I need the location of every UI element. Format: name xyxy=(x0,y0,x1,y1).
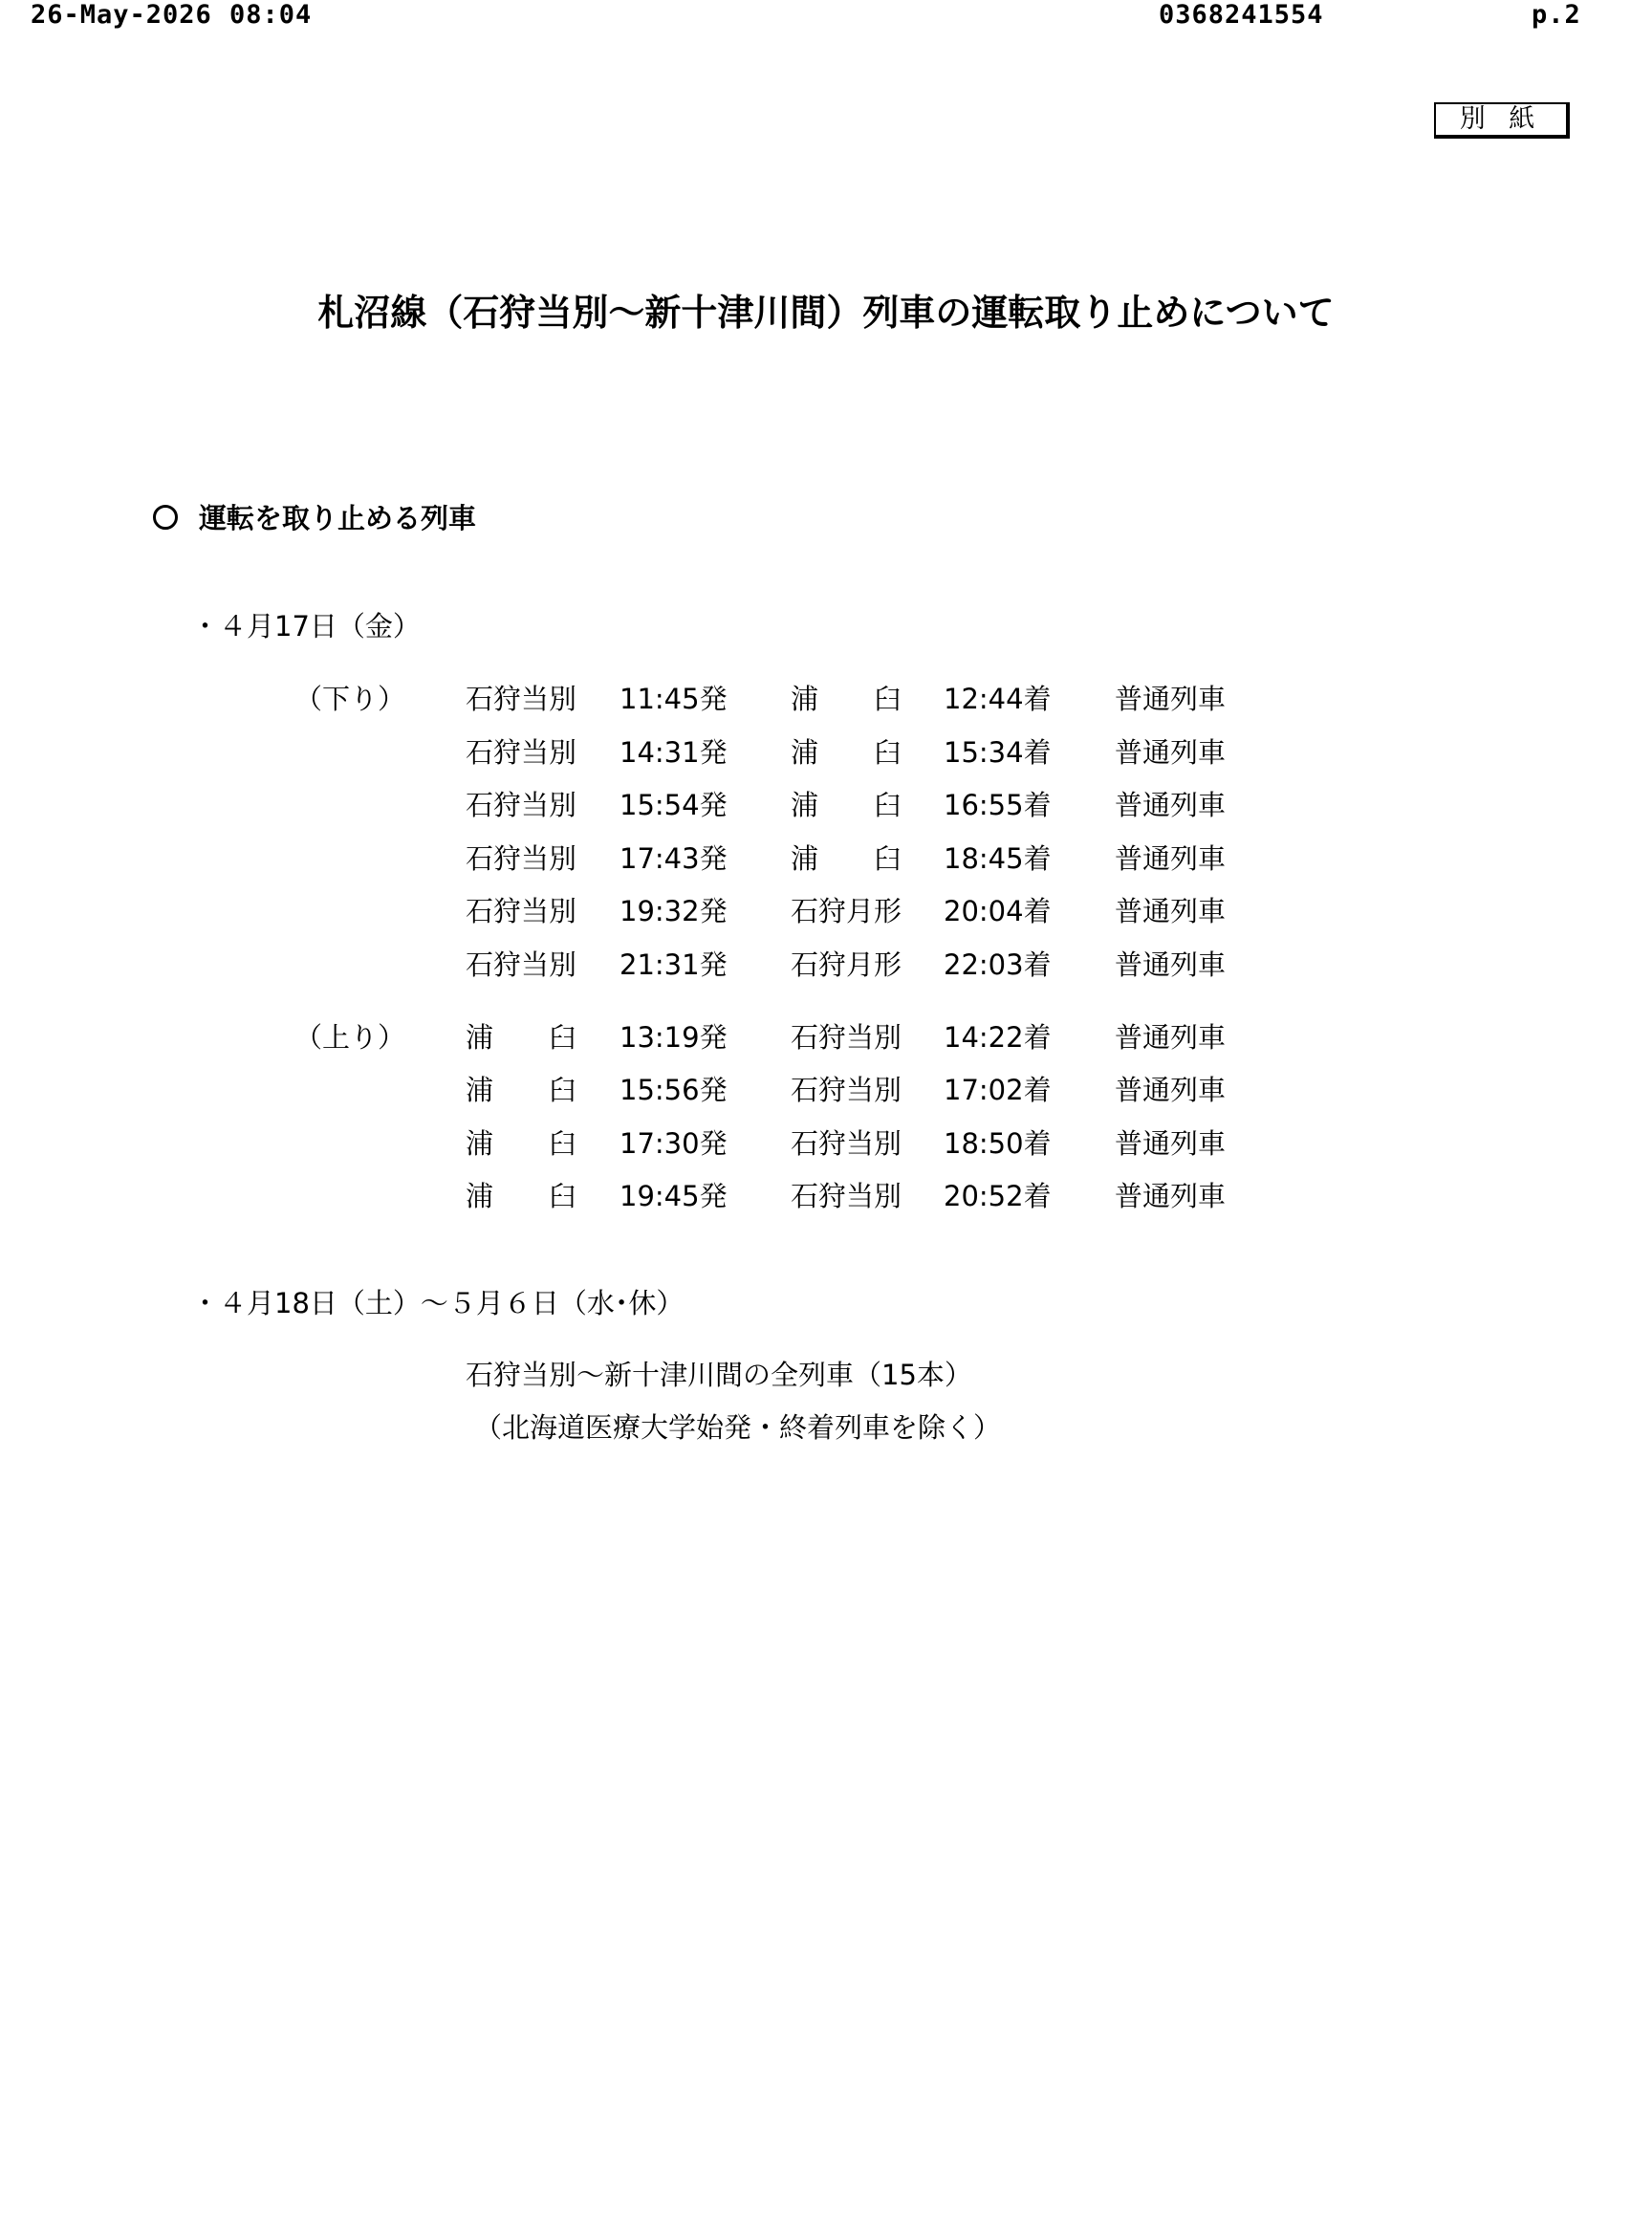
arrival-station: 浦 臼 xyxy=(791,683,902,715)
arrival-station: 石狩当別 xyxy=(791,1021,902,1054)
train-type: 普通列車 xyxy=(1115,736,1227,769)
arrival-time: 20:04着 xyxy=(944,895,1052,927)
train-type: 普通列車 xyxy=(1115,948,1227,981)
departure-station: 浦 臼 xyxy=(466,1127,577,1160)
fax-time: 08:04 xyxy=(229,0,313,30)
timetable-row xyxy=(0,944,1652,982)
departure-time: 15:56発 xyxy=(620,1074,728,1106)
section-heading-text: 運転を取り止める列車 xyxy=(199,502,477,534)
date-line-1: ・４月17日（金） xyxy=(191,610,421,643)
timetable-row xyxy=(0,784,1652,822)
departure-station: 石狩当別 xyxy=(466,948,577,981)
timetable-row xyxy=(0,678,1652,716)
arrival-time: 22:03着 xyxy=(944,948,1052,981)
page-title: 札沼線（石狩当別～新十津川間）列車の運転取り止めについて xyxy=(317,292,1335,334)
arrival-time: 20:52着 xyxy=(944,1180,1052,1212)
arrival-time: 17:02着 xyxy=(944,1074,1052,1106)
departure-time: 13:19発 xyxy=(620,1021,728,1054)
timetable-row xyxy=(0,731,1652,770)
date-line-2: ・４月18日（土）～５月６日（水･休） xyxy=(191,1287,685,1319)
departure-station: 石狩当別 xyxy=(466,789,577,821)
arrival-station: 浦 臼 xyxy=(791,789,902,821)
train-type: 普通列車 xyxy=(1115,842,1227,875)
arrival-station: 石狩当別 xyxy=(791,1127,902,1160)
arrival-station: 石狩月形 xyxy=(791,895,902,927)
arrival-time: 15:34着 xyxy=(944,736,1052,769)
note-exception: （北海道医療大学始発・終着列車を除く） xyxy=(474,1411,1002,1444)
arrival-station: 石狩当別 xyxy=(791,1074,902,1106)
arrival-time: 16:55着 xyxy=(944,789,1052,821)
train-type: 普通列車 xyxy=(1115,895,1227,927)
timetable-row xyxy=(0,1016,1652,1055)
arrival-time: 14:22着 xyxy=(944,1021,1052,1054)
departure-station: 浦 臼 xyxy=(466,1180,577,1212)
departure-time: 11:45発 xyxy=(620,683,728,715)
timetable-row xyxy=(0,1122,1652,1161)
arrival-station: 浦 臼 xyxy=(791,736,902,769)
arrival-station: 浦 臼 xyxy=(791,842,902,875)
train-type: 普通列車 xyxy=(1115,1074,1227,1106)
arrival-station: 石狩当別 xyxy=(791,1180,902,1212)
fax-header xyxy=(0,0,1652,34)
departure-time: 14:31発 xyxy=(620,736,728,769)
note-all-trains: 石狩当別～新十津川間の全列車（15本） xyxy=(466,1359,972,1391)
departure-time: 19:32発 xyxy=(620,895,728,927)
arrival-station: 石狩月形 xyxy=(791,948,902,981)
fax-number: 0368241554 xyxy=(1159,0,1324,30)
timetable-row xyxy=(0,838,1652,876)
departure-station: 石狩当別 xyxy=(466,683,577,715)
page-number: p.2 xyxy=(1532,0,1581,30)
departure-time: 17:43発 xyxy=(620,842,728,875)
departure-station: 石狩当別 xyxy=(466,736,577,769)
timetable-row xyxy=(0,1175,1652,1213)
section-heading xyxy=(153,497,476,536)
timetable-row xyxy=(0,890,1652,928)
train-type: 普通列車 xyxy=(1115,1180,1227,1212)
arrival-time: 18:45着 xyxy=(944,842,1052,875)
departure-station: 石狩当別 xyxy=(466,842,577,875)
direction-label: （下り） xyxy=(294,683,406,715)
timetable-row xyxy=(0,1069,1652,1107)
departure-station: 石狩当別 xyxy=(466,895,577,927)
arrival-time: 18:50着 xyxy=(944,1127,1052,1160)
fax-date: 26-May-2026 xyxy=(31,0,212,30)
attachment-label: 別 紙 xyxy=(1434,102,1570,139)
train-type: 普通列車 xyxy=(1115,789,1227,821)
departure-station: 浦 臼 xyxy=(466,1021,577,1054)
departure-time: 17:30発 xyxy=(620,1127,728,1160)
circle-icon xyxy=(153,505,178,530)
departure-time: 15:54発 xyxy=(620,789,728,821)
departure-time: 21:31発 xyxy=(620,948,728,981)
departure-station: 浦 臼 xyxy=(466,1074,577,1106)
direction-label: （上り） xyxy=(294,1021,406,1054)
arrival-time: 12:44着 xyxy=(944,683,1052,715)
train-type: 普通列車 xyxy=(1115,1021,1227,1054)
departure-time: 19:45発 xyxy=(620,1180,728,1212)
train-type: 普通列車 xyxy=(1115,1127,1227,1160)
train-type: 普通列車 xyxy=(1115,683,1227,715)
